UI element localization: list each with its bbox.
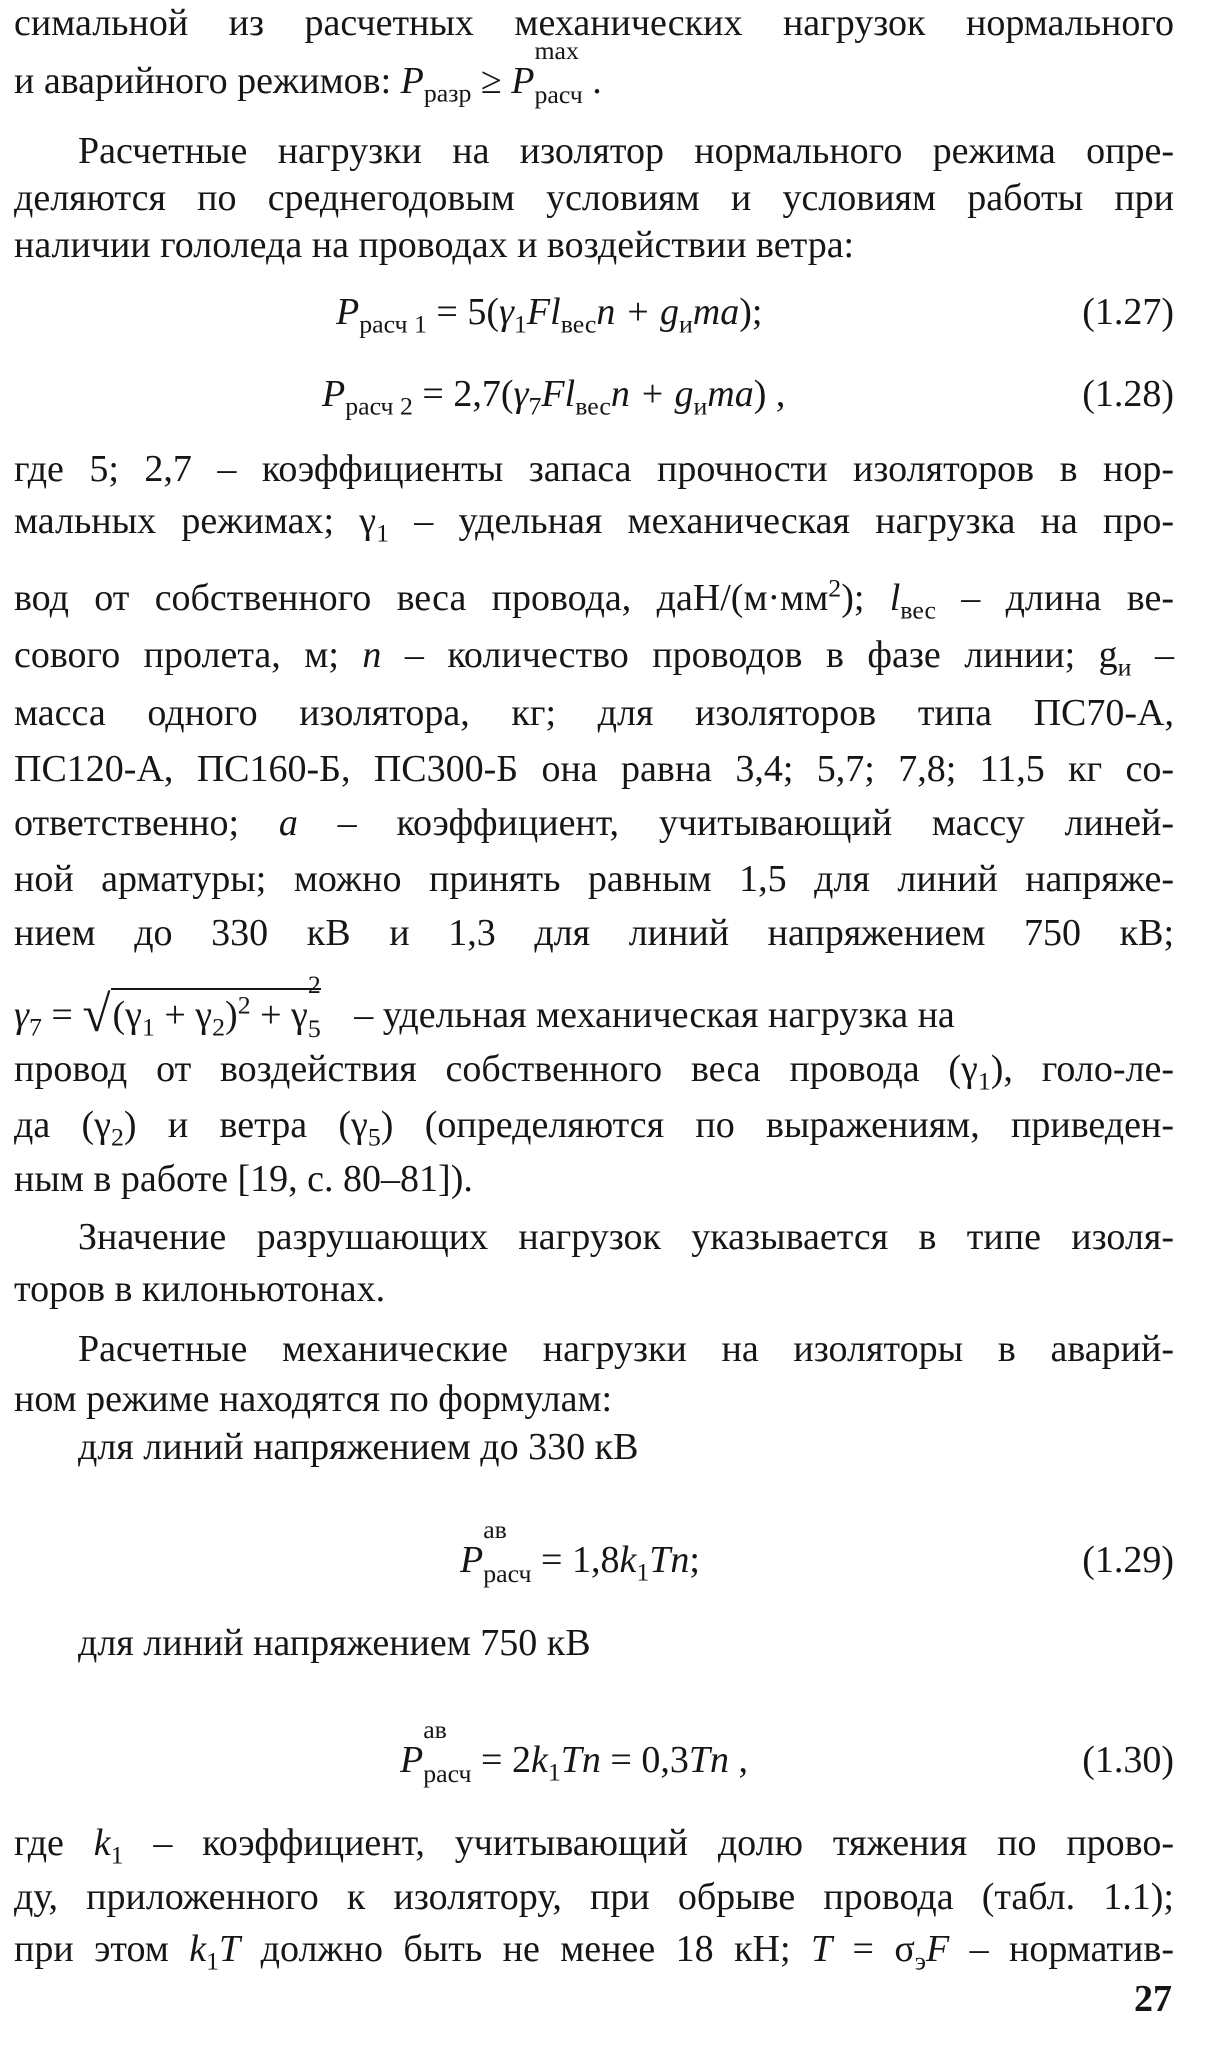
page-number: 27 <box>1134 1978 1172 2020</box>
text-line-13: ной арматуры; можно принять равным 1,5 для линий напряже- <box>14 858 1174 900</box>
text-line-1: симальной из расчетных механических нагрузок нормального <box>14 2 1174 44</box>
text-line-20: торов в килоньютонах. <box>14 1268 386 1310</box>
text-span: – коэффициент, учитывающий массу линей- <box>297 802 1174 844</box>
text-line-2: и аварийного режимов: $P_{разр} \ge P$ max $_{расч}$ . <box>14 36 602 109</box>
equation-number: (1.29) <box>1082 1539 1174 1581</box>
text-line-15: $\gamma_7 = √(\gamma_1 + \gamma_2)^2 + \gamma$ 2 $_5$ – удельная механическая нагрузка на <box>14 970 955 1043</box>
text-span: – коэффициент, учитывающий долю тяжения по прово- <box>123 1822 1174 1864</box>
equation-number: (1.28) <box>1082 373 1174 415</box>
text-span: где <box>14 1822 94 1864</box>
text-line-11: ПС120-А, ПС160-Б, ПС300-Б она равна 3,4; 5,7; 7,8; 11,5 кг со- <box>14 748 1174 790</box>
text-span: да (γ <box>14 1104 111 1146</box>
text-span: – норматив- <box>949 1928 1174 1970</box>
text-span: ), голо-ле- <box>990 1048 1174 1090</box>
equation-number: (1.27) <box>1082 291 1174 333</box>
text-line-9: сового пролета, м; n – количество проводов в фазе линии; $g_и$ – <box>14 634 1174 682</box>
equation-1-27: $P_{расч 1} = 5(\gamma_1Fl_{вес}n + g_иma)$; (1.27) <box>0 282 1220 342</box>
text-span: ) и ветра (γ <box>123 1104 368 1146</box>
text-line-8: вод от собственного веса провода, даН/$(м\cdot мм^2)$; $l_{вес}$ – длина ве- <box>14 573 1174 625</box>
text-span: – удельная механическая нагрузка на про- <box>414 500 1174 542</box>
text-span: ) (определяются по выражениям, приведен- <box>380 1104 1174 1146</box>
equation-1-30: P ав $_{расч} = 2k_1Tn = 0,3Tn$ , (1.30) <box>400 1715 1174 1788</box>
text-line-17: да $(\gamma_2)$ и ветра $(\gamma_5)$ (определяются по выражениям, приведен- <box>14 1104 1174 1152</box>
text-span: вод от собственного веса провода, даН/(м·мм <box>14 577 829 619</box>
text-line-3: Расчетные нагрузки на изолятор нормального режима опре- <box>78 130 1174 172</box>
text-span: при этом <box>14 1928 190 1970</box>
text-span: сового пролета, м; <box>14 634 363 676</box>
text-line-22: ном режиме находятся по формулам: <box>14 1378 613 1420</box>
text-line-26: ду, приложенного к изолятору, при обрыве провода (табл. 1.1); <box>14 1876 1174 1918</box>
text-span: – удельная механическая нагрузка на <box>354 994 955 1036</box>
text-line-18: ным в работе [19, с. 80–81]). <box>14 1158 473 1200</box>
text-line-16: провод от воздействия собственного веса провода $(\gamma_1)$, голо-ле- <box>14 1048 1174 1096</box>
equation-number: (1.30) <box>1082 1739 1174 1781</box>
text-span: – <box>1131 634 1174 676</box>
text-line-25: где $k_1$ – коэффициент, учитывающий долю тяжения по прово- <box>14 1822 1174 1870</box>
text-span: мальных режимах; <box>14 500 335 542</box>
text-line-27: при этом $k_1T$ должно быть не менее 18 кН; $T = \sigma_эF$ – норматив- <box>14 1928 1174 1976</box>
text-line-23: для линий напряжением до 330 кВ <box>78 1426 639 1468</box>
equation-1-28: $P_{расч 2} = 2,7(\gamma_7Fl_{вес}n + g_иma)$ , (1.28) <box>0 364 1220 424</box>
text-line-10: масса одного изолятора, кг; для изоляторов типа ПС70-А, <box>14 692 1174 734</box>
text-line-6: где 5; 2,7 – коэффициенты запаса прочности изоляторов в нор- <box>14 448 1174 490</box>
text-line-5: наличии гололеда на проводах и воздействии ветра: <box>14 224 855 266</box>
text-span: ответственно; <box>14 802 279 844</box>
text-span: – количество проводов в фазе линии; g <box>381 634 1118 676</box>
text-line-14: нием до 330 кВ и 1,3 для линий напряжением 750 кВ; <box>14 912 1174 954</box>
text-line-4: деляются по среднегодовым условиям и условиям работы при <box>14 177 1174 219</box>
text-span: ); <box>841 577 890 619</box>
text-line-21: Расчетные механические нагрузки на изоляторы в аварий- <box>78 1328 1174 1370</box>
text-span: должно быть не менее 18 кН; <box>240 1928 811 1970</box>
text-line-7: мальных режимах; $\gamma_1$ – удельная механическая нагрузка на про- <box>14 500 1174 548</box>
text-span: провод от воздействия собственного веса провода (γ <box>14 1048 978 1090</box>
text-line-24: для линий напряжением 750 кВ <box>78 1622 591 1664</box>
equation-1-29: P ав $_{расч} = 1,8k_1Tn$; (1.29) <box>460 1515 1174 1588</box>
text-line-19: Значение разрушающих нагрузок указывается в типе изоля- <box>78 1216 1174 1258</box>
text-span: и аварийного режимов: <box>14 60 392 102</box>
text-span: – длина ве- <box>935 577 1174 619</box>
text-line-12: ответственно; a – коэффициент, учитывающий массу линей- <box>14 802 1174 844</box>
